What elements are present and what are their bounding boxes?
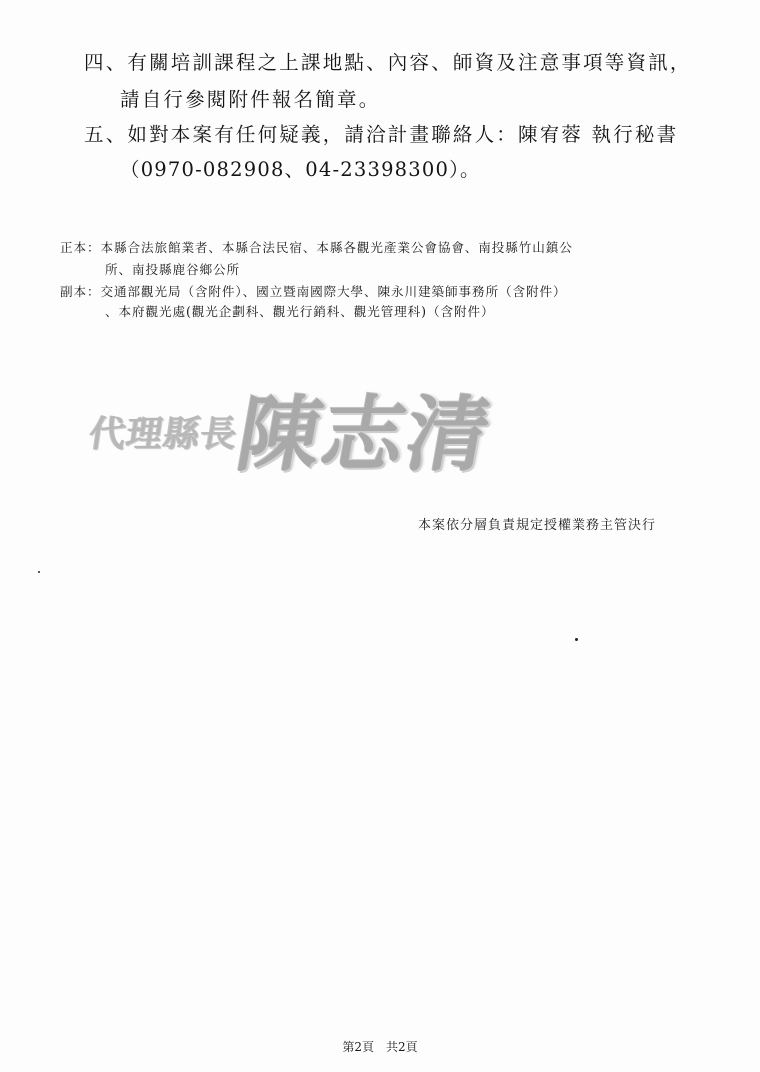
item-five-line-2: （0970-082908、04-23398300）。 xyxy=(120,158,481,181)
signature-name: 陳志清 xyxy=(230,387,500,483)
signature-stamp xyxy=(80,368,540,483)
item-five-line-1: 五、如對本案有任何疑義，請洽計畫聯絡人：陳宥蓉 執行秘書 xyxy=(84,123,679,146)
item-four-line-2: 請自行參閱附件報名簡章。 xyxy=(120,88,381,111)
scan-speck xyxy=(575,638,578,641)
page-footer xyxy=(0,1038,760,1055)
page-number: 第2頁 xyxy=(342,1040,374,1054)
page-total: 共2頁 xyxy=(386,1040,418,1054)
recipients-copy-line-2: 、本府觀光處(觀光企劃科、觀光行銷科、觀光管理科)（含附件） xyxy=(105,304,495,319)
scan-speck xyxy=(38,571,40,573)
delegation-note: 本案依分層負責規定授權業務主管決行 xyxy=(418,518,657,533)
recipients-main-line-2: 所、南投縣鹿谷鄉公所 xyxy=(105,262,240,277)
recipients-main-line-1: 正本：本縣合法旅館業者、本縣合法民宿、本縣各觀光產業公會協會、南投縣竹山鎮公 xyxy=(60,240,573,255)
recipients-copy-line-1: 副本：交通部觀光局（含附件）、國立暨南國際大學、陳永川建築師事務所（含附件） xyxy=(60,284,567,299)
signature-title: 代理縣長 xyxy=(86,413,241,455)
item-four-line-1: 四、有關培訓課程之上課地點、內容、師資及注意事項等資訊， xyxy=(84,51,692,74)
